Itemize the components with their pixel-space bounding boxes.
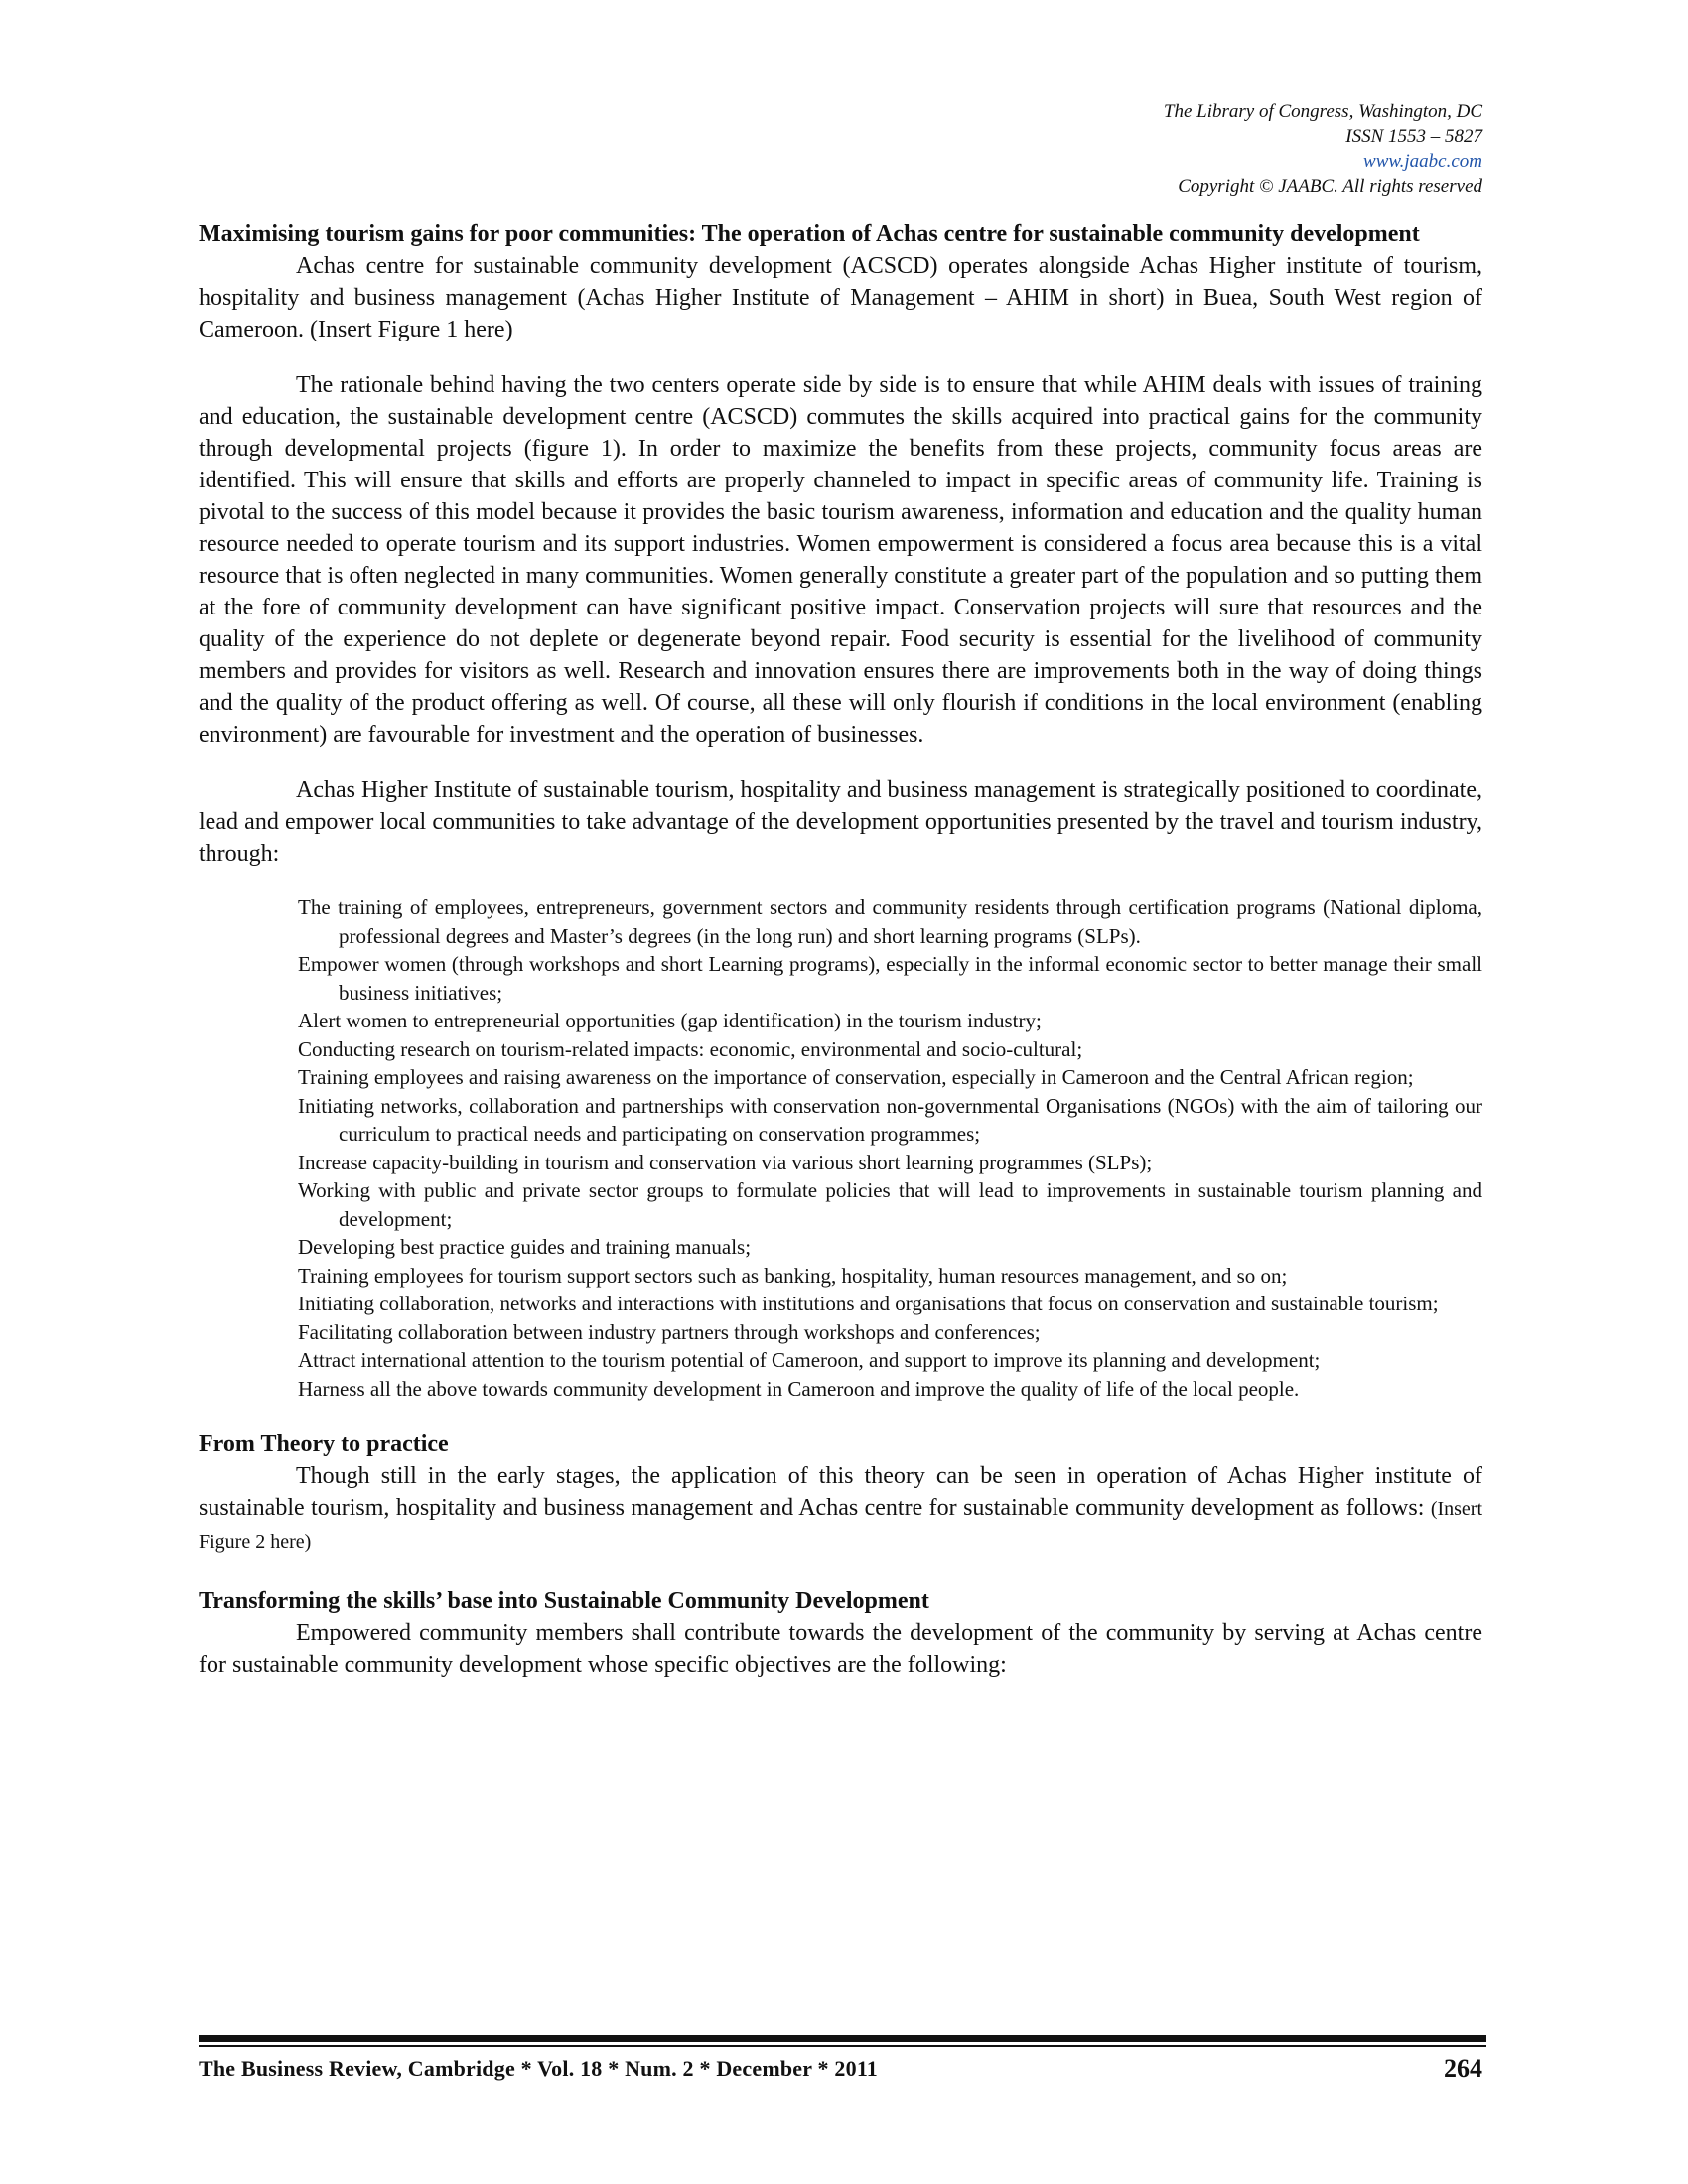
list-item: Empower women (through workshops and short Learning programs), especially in the informal economic sector to better manage their small business initiatives; — [298, 952, 1482, 1005]
list-item: Developing best practice guides and training manuals; — [298, 1235, 752, 1259]
footer-journal-citation: The Business Review, Cambridge * Vol. 18 * Num. 2 * December * 2011 — [199, 2056, 879, 2081]
list-item: Training employees for tourism support sectors such as banking, hospitality, human resources management, and so on; — [298, 1263, 1288, 1288]
header-issn-line: ISSN 1553 – 5827 — [1345, 126, 1482, 147]
figure-2-placeholder: (Insert Figure 2 here) — [199, 1498, 1483, 1553]
section-heading-transforming-skills: Transforming the skills’ base into Sustainable Community Development — [199, 1588, 929, 1614]
list-item: Conducting research on tourism-related impacts: economic, environmental and socio-cultural; — [298, 1036, 1083, 1061]
header-copyright-line: Copyright © JAABC. All rights reserved — [1178, 176, 1482, 197]
paragraph-theory-application — [199, 1460, 1482, 1558]
paragraph-rationale: The rationale behind having the two centers operate side by side is to ensure that while AHIM deals with issues of training and education, the sustainable development centre (ACSCD) commutes the skills acquired into practical gains for the community through developmental projects (figure 1). In order to maximize the benefits from these projects, community focus areas are identified. This will ensure that skills and efforts are properly channeled to impact in specific areas of community life. Training is pivotal to the success of this model because it provides the basic tourism awareness, information and education and the quality human resource needed to operate tourism and its support industries. Women empowerment is considered a focus area because this is a vital resource that is often neglected in many communities. Women generally constitute a greater part of the population and so putting them at the fore of community development can have significant positive impact. Conservation projects will sure that resources and the quality of the experience do not deplete or degenerate beyond repair. Food security is essential for the livelihood of community members and provides for visitors as well. Research and innovation ensures there are improvements both in the way of doing things and the quality of the product offering as well. Of course, all these will only flourish if conditions in the local environment (enabling environment) are favourable for investment and the operation of businesses. — [199, 372, 1482, 748]
objectives-list — [199, 893, 1482, 1403]
list-item: Harness all the above towards community development in Cameroon and improve the quality of life of the local people. — [298, 1376, 1300, 1401]
footer-divider-thin — [199, 2045, 1486, 2047]
list-item: Increase capacity-building in tourism and conservation via various short learning programmes (SLPs); — [298, 1150, 1153, 1174]
section-heading-maximising: Maximising tourism gains for poor communities: The operation of Achas centre for sustainable community development — [199, 221, 1420, 247]
paragraph-empowered-members: Empowered community members shall contribute towards the development of the community by serving at Achas centre for sustainable community development whose specific objectives are the following: — [199, 1620, 1482, 1678]
list-item: Alert women to entrepreneurial opportunities (gap identification) in the tourism industry; — [298, 1009, 1042, 1032]
list-item: Facilitating collaboration between industry partners through workshops and conferences; — [298, 1319, 1041, 1344]
article-body — [199, 218, 1482, 1681]
list-item: Working with public and private sector groups to formulate policies that will lead to improvements in sustainable tourism planning and development; — [298, 1178, 1482, 1231]
header-library-line: The Library of Congress, Washington, DC — [1163, 101, 1482, 122]
footer-divider-thick — [199, 2035, 1486, 2042]
header-website-link[interactable]: www.jaabc.com — [1363, 151, 1482, 172]
list-item: Initiating collaboration, networks and interactions with institutions and organisations that focus on conservation and sustainable tourism; — [298, 1292, 1439, 1315]
list-item: The training of employees, entrepreneurs, government sectors and community residents through certification programs (National diploma, professional degrees and Master’s degrees (in the long run) and short learning programs (SLPs). — [298, 895, 1482, 948]
list-item: Attract international attention to the tourism potential of Cameroon, and support to improve its planning and development; — [298, 1348, 1321, 1372]
paragraph-ahim-positioning: Achas Higher Institute of sustainable tourism, hospitality and business management is strategically positioned to coordinate, lead and empower local communities to take advantage of the development opportunities presented by the travel and tourism industry, through: — [199, 777, 1482, 867]
list-item: Initiating networks, collaboration and partnerships with conservation non-governmental Organisations (NGOs) with the aim of tailoring our curriculum to practical needs and participating on conservation programmes; — [298, 1093, 1482, 1146]
section-heading-theory-to-practice: From Theory to practice — [199, 1432, 449, 1457]
theory-application-text: Though still in the early stages, the application of this theory can be seen in operation of Achas Higher institute of sustainable tourism, hospitality and business management and Achas centre for sustainable community development as follows: — [199, 1463, 1482, 1521]
running-header — [787, 99, 1482, 199]
list-item: Training employees and raising awareness on the importance of conservation, especially in Cameroon and the Central African region; — [298, 1065, 1414, 1089]
paragraph-acscd-intro: Achas centre for sustainable community development (ACSCD) operates alongside Achas Higher institute of tourism, hospitality and business management (Achas Higher Institute of Management – AHIM in short) in Buea, South West region of Cameroon. (Insert Figure 1 here) — [199, 253, 1482, 342]
footer-page-number: 264 — [1444, 2054, 1482, 2083]
